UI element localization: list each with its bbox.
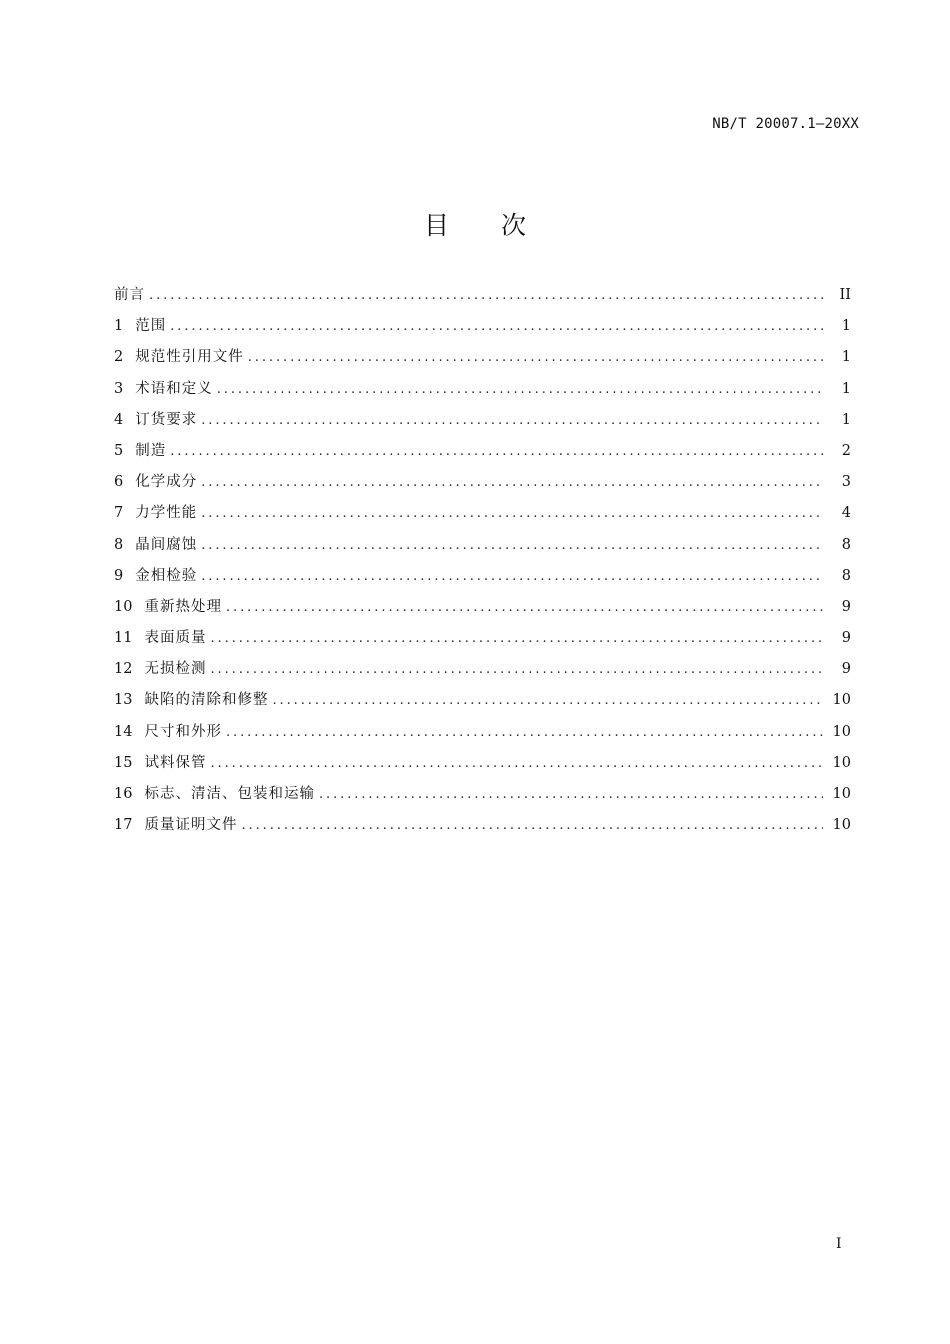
toc-entry-page: 1 [841, 411, 851, 428]
footer-page-number: I [836, 1236, 842, 1252]
toc-entry-page: 2 [841, 442, 851, 459]
toc-entry-label: 标志、清洁、包装和运输 [144, 786, 315, 802]
toc-entry-label: 质量证明文件 [144, 817, 238, 834]
toc-entry-label: 制造 [135, 442, 167, 459]
toc-entry-page: 10 [832, 754, 851, 771]
toc-entry-number: 3 [114, 380, 124, 397]
toc-entry-16[interactable] [114, 782, 851, 813]
toc-entry-page: 8 [841, 536, 851, 553]
toc-entry-label: 订货要求 [135, 411, 198, 428]
toc-entry-page: 1 [841, 318, 851, 335]
toc-entry-page: 9 [841, 661, 851, 678]
toc-leader-dots [272, 693, 823, 708]
toc-entry-number: 10 [114, 598, 133, 615]
toc-entry-11[interactable] [114, 626, 851, 657]
toc-entry-label: 尺寸和外形 [144, 723, 222, 740]
toc-entry-label: 范围 [135, 318, 167, 335]
toc-entry-7[interactable] [114, 501, 851, 532]
toc-entry-14[interactable] [114, 720, 851, 751]
toc-entry-page: 3 [841, 474, 851, 491]
toc-entry-page: 10 [832, 723, 851, 740]
toc-entry-label: 术语和定义 [135, 380, 213, 397]
toc-entry-number: 15 [114, 754, 133, 771]
toc-entry-page: 10 [832, 817, 851, 834]
toc-entry-number: 17 [114, 817, 133, 834]
toc-leader-dots [201, 506, 823, 521]
toc-leader-dots [170, 319, 823, 334]
toc-entry-label: 试料保管 [144, 754, 207, 771]
toc-leader-dots [201, 569, 823, 584]
toc-entry-number: 7 [114, 505, 124, 522]
toc-entry-page: 9 [841, 598, 851, 615]
toc-leader-dots [201, 413, 823, 428]
toc-entry-page: 1 [841, 380, 851, 397]
toc-entry-page: 10 [832, 786, 851, 802]
toc-entry-label: 金相检验 [135, 567, 198, 584]
toc-entry-12[interactable] [114, 657, 851, 688]
toc-leader-dots [217, 382, 823, 397]
page-title: 目 次 [424, 211, 548, 240]
toc-entry-number: 9 [114, 567, 124, 584]
toc-entry-label: 前言 [114, 287, 145, 303]
toc-entry-number: 5 [114, 442, 124, 459]
toc-entry-15[interactable] [114, 751, 851, 782]
document-code: NB/T 20007.1—20XX [712, 116, 859, 132]
toc-entry-2[interactable] [114, 345, 851, 376]
toc-entry-9[interactable] [114, 564, 851, 595]
toc-entry-8[interactable] [114, 533, 851, 564]
toc-leader-dots [241, 818, 823, 833]
toc-entry-3[interactable] [114, 377, 851, 408]
toc-leader-dots [210, 756, 823, 771]
toc-entry-number: 14 [114, 723, 133, 740]
toc-entry-number: 6 [114, 474, 124, 491]
toc-entry-label: 无损检测 [144, 661, 207, 678]
toc-leader-dots [319, 787, 823, 802]
toc-entry-label: 力学性能 [135, 505, 198, 522]
toc-entry-10[interactable] [114, 595, 851, 626]
toc-leader-dots [210, 631, 823, 646]
toc-entry-label: 晶间腐蚀 [135, 536, 198, 553]
toc-entry-6[interactable] [114, 470, 851, 501]
toc-entry-label: 重新热处理 [144, 598, 222, 615]
toc-entry-5[interactable] [114, 439, 851, 470]
toc-entry-number: 11 [114, 630, 133, 647]
toc-leader-dots [226, 600, 823, 615]
toc-entry-17[interactable] [114, 813, 851, 844]
toc-entry-page: 8 [841, 567, 851, 584]
toc-entry-label: 化学成分 [135, 474, 198, 491]
toc-leader-dots [201, 538, 823, 553]
toc-entry-number: 1 [114, 318, 124, 335]
toc-entry-number: 4 [114, 411, 124, 428]
toc-leader-dots [210, 662, 823, 677]
toc-entry-page: 9 [841, 630, 851, 647]
toc-leader-dots [248, 350, 823, 365]
toc-entry-label: 缺陷的清除和修整 [144, 692, 269, 709]
table-of-contents [114, 283, 851, 844]
toc-entry-number: 8 [114, 536, 124, 553]
toc-entry-number: 13 [114, 692, 133, 709]
toc-leader-dots [170, 444, 823, 459]
toc-leader-dots [149, 288, 823, 303]
toc-leader-dots [226, 725, 823, 740]
toc-entry-page: 4 [841, 505, 851, 522]
toc-entry-number: 2 [114, 349, 124, 366]
toc-entry-page: 10 [832, 692, 851, 709]
toc-entry-number: 16 [114, 786, 133, 802]
toc-entry-1[interactable] [114, 314, 851, 345]
toc-entry-13[interactable] [114, 688, 851, 719]
toc-entry-foreword[interactable] [114, 283, 851, 314]
toc-entry-number: 12 [114, 661, 133, 678]
toc-entry-label: 表面质量 [144, 630, 207, 647]
toc-leader-dots [201, 475, 823, 490]
toc-entry-label: 规范性引用文件 [135, 349, 244, 366]
toc-entry-page: 1 [841, 349, 851, 366]
toc-entry-4[interactable] [114, 408, 851, 439]
toc-entry-page: II [839, 287, 851, 303]
